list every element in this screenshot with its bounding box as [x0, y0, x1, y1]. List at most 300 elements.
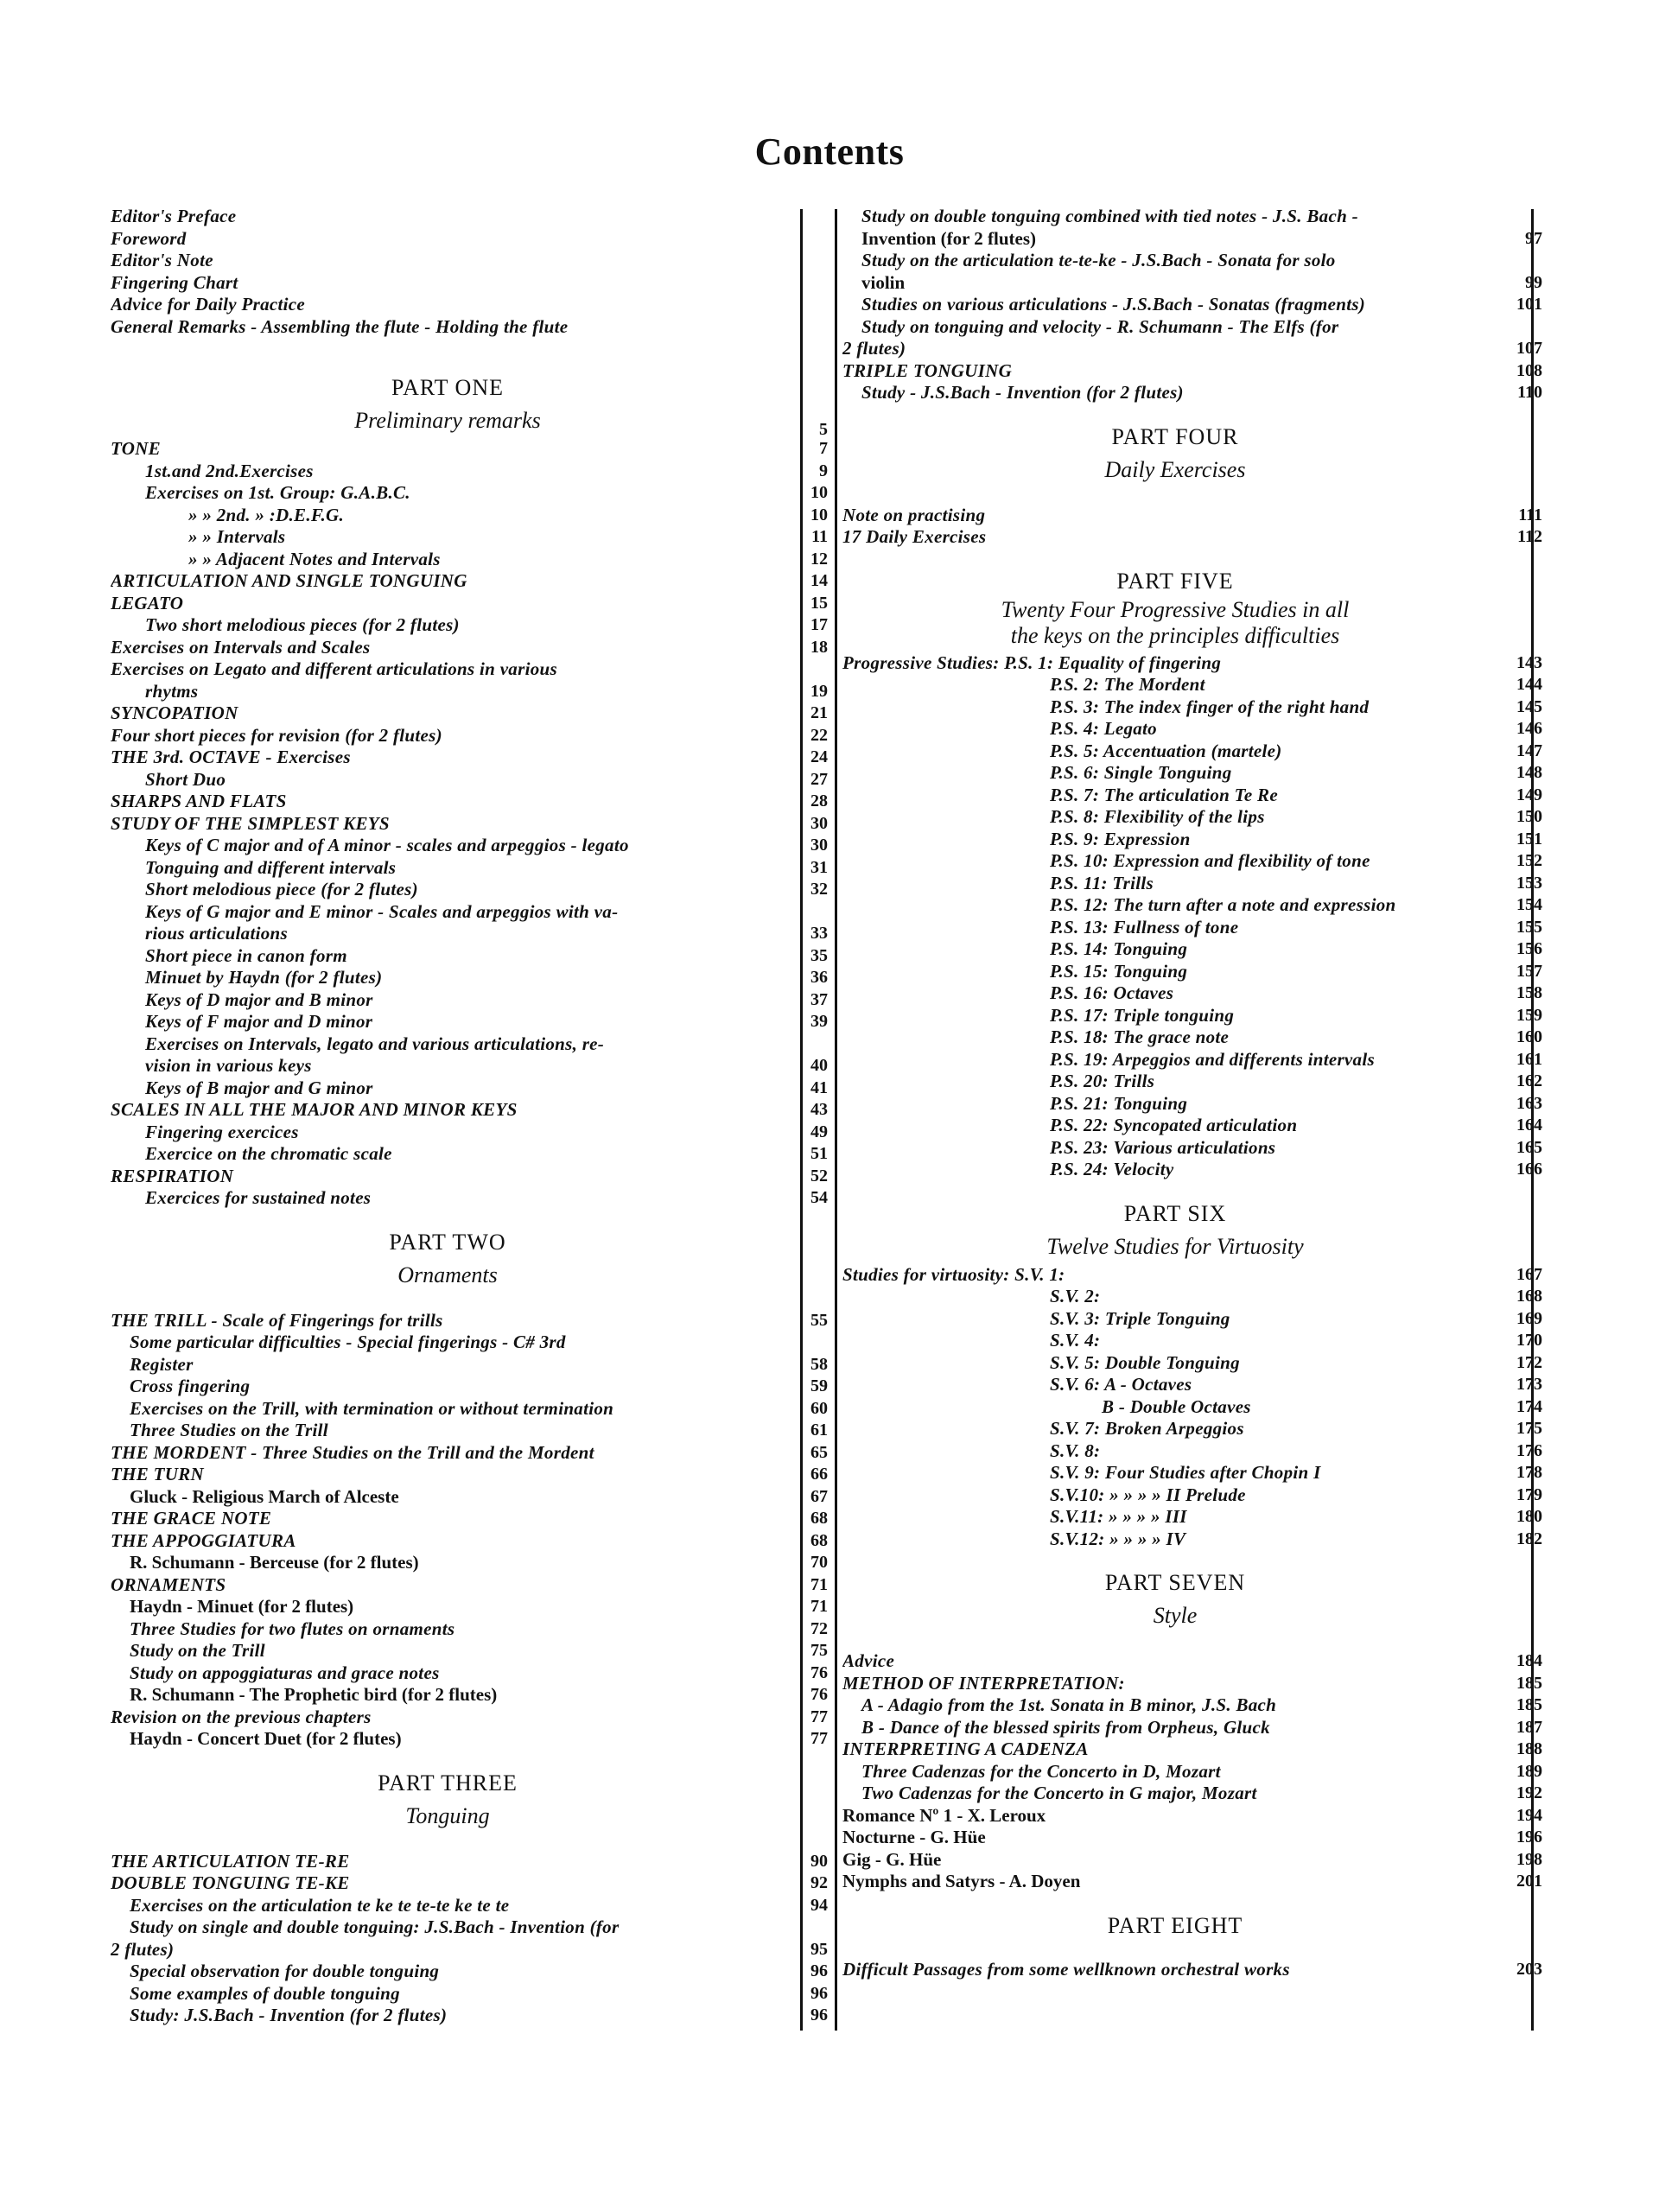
toc-entry [111, 857, 828, 880]
page-number: 158 [1516, 983, 1542, 1002]
toc-entry-title: P.S. 9: Expression [1050, 828, 1191, 849]
toc-entry-title: P.S. 24: Velocity [1050, 1159, 1174, 1179]
toc-entry [111, 1707, 828, 1729]
page-number: 36 [810, 968, 828, 987]
toc-entry [111, 967, 828, 989]
toc-entry-title: SYNCOPATION [111, 702, 238, 723]
toc-entry-title: P.S. 8: Flexibility of the lips [1050, 806, 1265, 827]
page-number: 10 [810, 483, 828, 502]
toc-entry-title: Exercises on the Trill, with termination or without termination [130, 1397, 614, 1419]
page-number: 147 [1516, 741, 1542, 760]
toc-entry-title: TONE [111, 438, 161, 459]
page-number: 55 [810, 1310, 828, 1330]
part-eight-heading: PART EIGHT [1107, 1912, 1243, 1938]
toc-entry-title: vision in various keys [145, 1055, 312, 1076]
page-number: 151 [1516, 829, 1542, 849]
toc-entry-title: THE GRACE NOTE [111, 1508, 272, 1529]
page-number: 161 [1516, 1049, 1542, 1069]
toc-entry-title: P.S. 12: The turn after a note and expression [1050, 894, 1396, 915]
toc-entry [111, 747, 828, 769]
toc-entry-title: Keys of B major and G minor [145, 1077, 373, 1098]
page-number: 22 [810, 725, 828, 745]
page-number: 12 [810, 549, 828, 569]
toc-entry-title: P.S. 15: Tonguing [1050, 960, 1188, 982]
page-number: 60 [810, 1398, 828, 1418]
center-divider-rule [835, 209, 837, 2031]
toc-entry [842, 1959, 1542, 1981]
toc-entry-title: R. Schumann - Berceuse (for 2 flutes) [130, 1552, 419, 1573]
page-number: 150 [1516, 807, 1542, 826]
toc-entry [111, 438, 828, 461]
toc-entry [111, 1420, 828, 1442]
part-four-subheading: Daily Exercises [1104, 456, 1246, 482]
page-number: 35 [810, 945, 828, 965]
part-two-subheading: Ornaments [397, 1262, 498, 1287]
toc-entry-title: Nocturne - G. Hüe [842, 1827, 986, 1847]
toc-entry [842, 652, 1542, 675]
toc-entry [111, 505, 828, 527]
page-number: 95 [810, 1939, 828, 1959]
page-number: 71 [810, 1574, 828, 1594]
page-number: 167 [1516, 1264, 1542, 1284]
page-number: 184 [1516, 1651, 1542, 1670]
toc-entry [111, 1442, 828, 1465]
toc-entry-title: SCALES IN ALL THE MAJOR AND MINOR KEYS [111, 1099, 518, 1120]
toc-entry-title: S.V.12: » » » » IV [1050, 1528, 1186, 1549]
page-number: 203 [1516, 1959, 1542, 1979]
toc-entry [842, 1418, 1542, 1440]
toc-entry [111, 725, 828, 747]
toc-entry-title: Nymphs and Satyrs - A. Doyen [842, 1871, 1081, 1891]
toc-entry [842, 505, 1542, 527]
page-number: 143 [1516, 652, 1542, 672]
toc-entry [111, 1618, 828, 1641]
toc-entry [842, 294, 1542, 316]
toc-entry [111, 1486, 828, 1509]
toc-entry [111, 228, 828, 251]
page-number: 163 [1516, 1093, 1542, 1113]
toc-entry-title: STUDY OF THE SIMPLEST KEYS [111, 812, 390, 834]
page-number: 61 [810, 1421, 828, 1440]
toc-entry [111, 835, 828, 857]
page-number: 173 [1516, 1375, 1542, 1394]
toc-entry-title: S.V.11: » » » » III [1050, 1506, 1187, 1527]
part-one-subheading-row [111, 404, 828, 438]
toc-entry [111, 1166, 828, 1188]
toc-entry [111, 1143, 828, 1166]
toc-entry-title: Note on practising [842, 504, 986, 525]
toc-entry [842, 1440, 1542, 1463]
page-number: 14 [810, 571, 828, 590]
toc-entry-title: Short melodious piece (for 2 flutes) [145, 879, 418, 899]
part-seven-list [842, 1650, 1542, 1893]
page-number: 108 [1516, 360, 1542, 380]
toc-entry [842, 338, 1542, 360]
toc-entry [842, 1159, 1542, 1181]
toc-entry-title: » » Adjacent Notes and Intervals [188, 548, 441, 569]
toc-entry [111, 482, 828, 505]
toc-entry-title: P.S. 2: The Mordent [1050, 674, 1205, 695]
page-number: 5 [819, 420, 828, 439]
toc-entry-title: S.V. 8: [1050, 1440, 1101, 1461]
toc-entry [111, 1376, 828, 1398]
toc-entry [111, 989, 828, 1012]
toc-entry-title: Exercises on Legato and different articulations in various [111, 658, 557, 679]
toc-entry [111, 1662, 828, 1685]
page-number: 148 [1516, 763, 1542, 782]
page-number: 70 [810, 1553, 828, 1572]
page-number: 32 [810, 880, 828, 899]
toc-entry-title: P.S. 11: Trills [1050, 872, 1154, 893]
toc-entry [842, 873, 1542, 895]
page-number: 75 [810, 1641, 828, 1660]
toc-entry-title: P.S. 17: Triple tonguing [1050, 1004, 1235, 1026]
page-number: 94 [810, 1895, 828, 1915]
part-seven-subheading: Style [1153, 1603, 1198, 1628]
page-number: 28 [810, 791, 828, 810]
toc-entry [111, 461, 828, 483]
toc-entry [111, 1508, 828, 1530]
toc-entry [111, 1916, 828, 1939]
toc-entry [111, 1961, 828, 1983]
toc-entry-title: Study: J.S.Bach - Invention (for 2 flutes) [130, 2005, 448, 2025]
toc-entry [842, 1396, 1542, 1419]
toc-entry-title: S.V. 6: A - Octaves [1050, 1374, 1192, 1395]
toc-entry-title: B - Dance of the blessed spirits from Orpheus, Gluck [861, 1716, 1270, 1738]
toc-entry [842, 850, 1542, 873]
front-matter-list [111, 206, 828, 338]
page-number: 99 [1525, 272, 1542, 292]
toc-entry [842, 1264, 1542, 1287]
toc-entry [111, 206, 828, 228]
toc-entry [111, 681, 828, 703]
toc-entry-title: Gluck - Religious March of Alceste [130, 1485, 399, 1507]
right-column [842, 206, 1542, 2029]
toc-entry-title: Exercice on the chromatic scale [145, 1143, 392, 1164]
toc-entry-title: Haydn - Concert Duet (for 2 flutes) [130, 1728, 402, 1749]
toc-entry [111, 1398, 828, 1421]
toc-entry-title: P.S. 23: Various articulations [1050, 1136, 1276, 1158]
page-number: 19 [810, 681, 828, 701]
toc-entry-title: Short piece in canon form [145, 944, 347, 966]
page-number: 37 [810, 989, 828, 1009]
page-number: 67 [810, 1486, 828, 1506]
page-number: 11 [811, 527, 828, 546]
toc-entry [842, 1783, 1542, 1805]
toc-entry [842, 1827, 1542, 1849]
toc-entry [111, 1011, 828, 1033]
page-number: 149 [1516, 785, 1542, 804]
toc-entry-title: rious articulations [145, 923, 289, 944]
toc-entry-title: RESPIRATION [111, 1165, 234, 1186]
toc-entry [842, 1049, 1542, 1071]
page-number: 159 [1516, 1005, 1542, 1025]
page-number: 18 [810, 637, 828, 657]
toc-entry-title: Some examples of double tonguing [130, 1982, 400, 2004]
page-number: 107 [1516, 339, 1542, 358]
toc-entry [111, 1055, 828, 1077]
toc-entry [842, 762, 1542, 785]
page-number: 52 [810, 1166, 828, 1185]
toc-entry-title: DOUBLE TONGUING TE-KE [111, 1872, 350, 1893]
page-number: 165 [1516, 1137, 1542, 1157]
toc-entry [842, 982, 1542, 1005]
page-number: 10 [810, 505, 828, 524]
toc-entry-title: Three Studies for two flutes on ornaments [130, 1618, 455, 1639]
toc-entry [111, 1851, 828, 1873]
toc-entry-title: P.S. 22: Syncopated articulation [1050, 1115, 1298, 1135]
page-title: Contents [754, 130, 905, 173]
page-number: 77 [810, 1707, 828, 1726]
page-number: 101 [1516, 295, 1542, 314]
page-number: 54 [810, 1188, 828, 1207]
toc-entry-title: Special observation for double tonguing [130, 1961, 440, 1981]
page-number: 185 [1516, 1695, 1542, 1714]
page-number: 30 [810, 836, 828, 855]
toc-entry [842, 1071, 1542, 1093]
toc-entry-title: Study on single and double tonguing: J.S.Bach - Invention (for [130, 1916, 620, 1937]
page-number: 31 [810, 857, 828, 877]
toc-entry-title: Keys of C major and of A minor - scales and arpeggios - legato [145, 835, 629, 855]
part-six-subheading: Twelve Studies for Virtuosity [1046, 1233, 1304, 1259]
page-number: 160 [1516, 1027, 1542, 1046]
toc-entry-title: TRIPLE TONGUING [842, 359, 1013, 381]
toc-entry-title: Foreword [111, 227, 187, 249]
page-number: 111 [1518, 505, 1542, 524]
page-number: 174 [1516, 1396, 1542, 1416]
toc-entry [842, 1352, 1542, 1375]
toc-entry [111, 658, 828, 681]
toc-entry-title: S.V. 9: Four Studies after Chopin I [1050, 1462, 1321, 1483]
toc-entry-title: P.S. 5: Accentuation (martele) [1050, 740, 1282, 761]
toc-entry [111, 1122, 828, 1144]
page-number: 68 [810, 1509, 828, 1528]
part-three-list [111, 1851, 828, 2027]
toc-entry-title: Keys of D major and B minor [145, 988, 373, 1010]
page-number: 90 [810, 1851, 828, 1871]
toc-entry-title: Gig - G. Hüe [842, 1848, 942, 1870]
toc-entry-title: Studies for virtuosity: S.V. 1: [842, 1263, 1065, 1285]
toc-entry [842, 1330, 1542, 1352]
toc-entry [842, 1093, 1542, 1116]
toc-entry-title: THE TURN [111, 1464, 204, 1484]
page-number: 59 [810, 1376, 828, 1395]
page-number: 178 [1516, 1463, 1542, 1482]
toc-entry [842, 1286, 1542, 1308]
toc-entry [111, 1077, 828, 1100]
page-number: 112 [1517, 527, 1542, 546]
toc-entry-title: Three Cadenzas for the Concerto in D, Mozart [861, 1760, 1221, 1782]
toc-entry-title: Revision on the previous chapters [111, 1706, 372, 1727]
page-number: 144 [1516, 675, 1542, 694]
toc-entry [111, 272, 828, 295]
toc-entry [842, 1529, 1542, 1551]
toc-entry [842, 1650, 1542, 1673]
page-number: 27 [810, 769, 828, 789]
toc-entry-title: SHARPS AND FLATS [111, 791, 287, 811]
page-number: 192 [1516, 1783, 1542, 1802]
part-six-list [842, 1264, 1542, 1551]
page-number: 71 [810, 1597, 828, 1616]
toc-entry [842, 1374, 1542, 1396]
page-number: 201 [1516, 1872, 1542, 1891]
toc-entry [111, 1640, 828, 1662]
toc-entry [842, 674, 1542, 696]
page-number: 58 [810, 1354, 828, 1374]
page-number: 198 [1516, 1849, 1542, 1869]
toc-entry-title: Exercises on Intervals, legato and various articulations, re- [145, 1033, 605, 1054]
toc-entry [842, 250, 1542, 272]
part-five-subheading-line-2: the keys on the principles difficulties [1010, 622, 1340, 648]
toc-entry-title: P.S. 4: Legato [1050, 718, 1157, 739]
toc-entry [842, 1673, 1542, 1695]
toc-entry [842, 228, 1542, 251]
toc-entry [842, 1761, 1542, 1783]
toc-entry-title: 1st.and 2nd.Exercises [145, 460, 314, 481]
toc-entry [111, 1332, 828, 1354]
toc-entry-title: P.S. 20: Trills [1050, 1071, 1155, 1091]
toc-entry [842, 1717, 1542, 1739]
toc-entry-title: Progressive Studies: P.S. 1: Equality of fingering [842, 652, 1222, 673]
toc-entry-title: Minuet by Haydn (for 2 flutes) [145, 967, 383, 988]
page-number: 168 [1516, 1287, 1542, 1306]
toc-entry-title: Study on the articulation te-te-ke - J.S.Bach - Sonata for solo [861, 250, 1336, 270]
page-number: 164 [1516, 1116, 1542, 1135]
toc-entry-title: B - Double Octaves [1102, 1395, 1251, 1417]
page-number: 169 [1516, 1308, 1542, 1328]
toc-entry-title: P.S. 6: Single Tonguing [1050, 762, 1232, 783]
toc-entry [111, 549, 828, 571]
page-number: 182 [1516, 1529, 1542, 1548]
toc-entry-title: A - Adagio from the 1st. Sonata in B minor, J.S. Bach [861, 1694, 1277, 1715]
toc-entry-title: Advice [842, 1650, 895, 1671]
page-number: 175 [1516, 1419, 1542, 1438]
toc-entry [111, 1895, 828, 1917]
page-number: 166 [1516, 1160, 1542, 1179]
toc-entry [111, 1872, 828, 1895]
toc-entry-title: METHOD OF INTERPRETATION: [842, 1672, 1125, 1694]
toc-entry [842, 382, 1542, 404]
page-number: 97 [1525, 228, 1542, 248]
toc-entry [842, 316, 1542, 339]
toc-entry [842, 1137, 1542, 1160]
page-number: 96 [810, 1961, 828, 1980]
page-number: 39 [810, 1012, 828, 1031]
toc-entry [842, 1849, 1542, 1872]
toc-entry [842, 961, 1542, 983]
toc-entry-title: P.S. 7: The articulation Te Re [1050, 784, 1278, 805]
toc-entry [111, 316, 828, 339]
toc-entry-title: » » 2nd. » :D.E.F.G. [188, 504, 345, 525]
page-number: 155 [1516, 917, 1542, 937]
toc-entry-title: P.S. 18: The grace note [1050, 1027, 1230, 1047]
toc-entry-title: Studies on various articulations - J.S.Bach - Sonatas (fragments) [861, 294, 1366, 315]
page-number: 17 [810, 615, 828, 634]
toc-entry-title: Keys of F major and D minor [145, 1011, 373, 1032]
toc-entry [842, 1484, 1542, 1507]
toc-entry [111, 1596, 828, 1618]
toc-entry-title: rhytms [145, 680, 199, 702]
toc-entry-title: Four short pieces for revision (for 2 flutes) [111, 724, 442, 746]
page-number: 145 [1516, 696, 1542, 716]
toc-entry-title: Study on appoggiaturas and grace notes [130, 1662, 440, 1683]
toc-entry-title: S.V. 4: [1050, 1330, 1101, 1351]
toc-entry-title: Fingering Chart [111, 271, 238, 293]
toc-entry [111, 1354, 828, 1376]
toc-entry [842, 741, 1542, 763]
toc-entry-title: ORNAMENTS [111, 1573, 226, 1595]
toc-entry-title: Editor's Note [111, 250, 213, 270]
page-number: 43 [810, 1100, 828, 1119]
toc-entry-title: Editor's Preface [111, 206, 237, 226]
page-number: 188 [1516, 1739, 1542, 1758]
part-one-subheading: Preliminary remarks [354, 408, 541, 433]
toc-entry-title: P.S. 10: Expression and flexibility of tone [1050, 850, 1370, 871]
toc-entry-title: R. Schumann - The Prophetic bird (for 2 flutes) [130, 1684, 498, 1705]
toc-entry [842, 917, 1542, 939]
page-number: 30 [810, 813, 828, 833]
toc-entry-title: Study on tonguing and velocity - R. Schumann - The Elfs (for [861, 315, 1339, 337]
toc-entry-title: P.S. 16: Octaves [1050, 982, 1174, 1003]
page-number: 189 [1516, 1761, 1542, 1781]
part-two-heading: PART TWO [389, 1229, 506, 1255]
toc-entry [111, 1574, 828, 1597]
toc-entry [111, 1033, 828, 1056]
page-number: 110 [1517, 383, 1542, 402]
toc-entry-title: Study on the Trill [130, 1640, 265, 1661]
page-number: 49 [810, 1122, 828, 1141]
toc-entry-title: THE APPOGGIATURA [111, 1529, 296, 1551]
toc-entry-title: THE 3rd. OCTAVE - Exercises [111, 747, 351, 767]
toc-entry [111, 2005, 828, 2027]
toc-entry [842, 1871, 1542, 1893]
part-four-heading: PART FOUR [1111, 423, 1239, 449]
toc-entry [111, 702, 828, 725]
toc-entry [111, 1983, 828, 2005]
toc-entry [842, 1115, 1542, 1137]
page-number: 76 [810, 1685, 828, 1704]
page-number: 40 [810, 1056, 828, 1075]
toc-entry-title: P.S. 19: Arpeggios and differents intervals [1050, 1048, 1375, 1070]
toc-entry [111, 593, 828, 615]
toc-entry [111, 637, 828, 659]
toc-entry [842, 360, 1542, 383]
toc-entry [111, 1099, 828, 1122]
page-number: 41 [810, 1077, 828, 1097]
toc-entry [842, 1005, 1542, 1027]
page-number: 65 [810, 1442, 828, 1462]
toc-entry [111, 901, 828, 924]
part-five-heading: PART FIVE [1116, 568, 1234, 594]
page-number: 96 [810, 2005, 828, 2024]
part-two-list [111, 1310, 828, 1751]
toc-entry-title: S.V. 5: Double Tonguing [1050, 1351, 1240, 1373]
toc-entry-title: P.S. 14: Tonguing [1050, 938, 1188, 959]
toc-entry-title: Short Duo [145, 768, 226, 790]
toc-entry [842, 1462, 1542, 1484]
toc-entry-title: Exercises on 1st. Group: G.A.B.C. [145, 482, 410, 503]
part-four-list [842, 505, 1542, 549]
toc-entry [842, 696, 1542, 719]
toc-entry [111, 570, 828, 593]
page-number: 15 [810, 593, 828, 613]
toc-entry-title: 17 Daily Exercises [842, 526, 987, 547]
toc-entry-title: P.S. 3: The index finger of the right hand [1050, 696, 1370, 717]
toc-entry [111, 769, 828, 791]
part-one-list [111, 438, 828, 1210]
page-number: 72 [810, 1618, 828, 1638]
toc-entry [842, 938, 1542, 961]
